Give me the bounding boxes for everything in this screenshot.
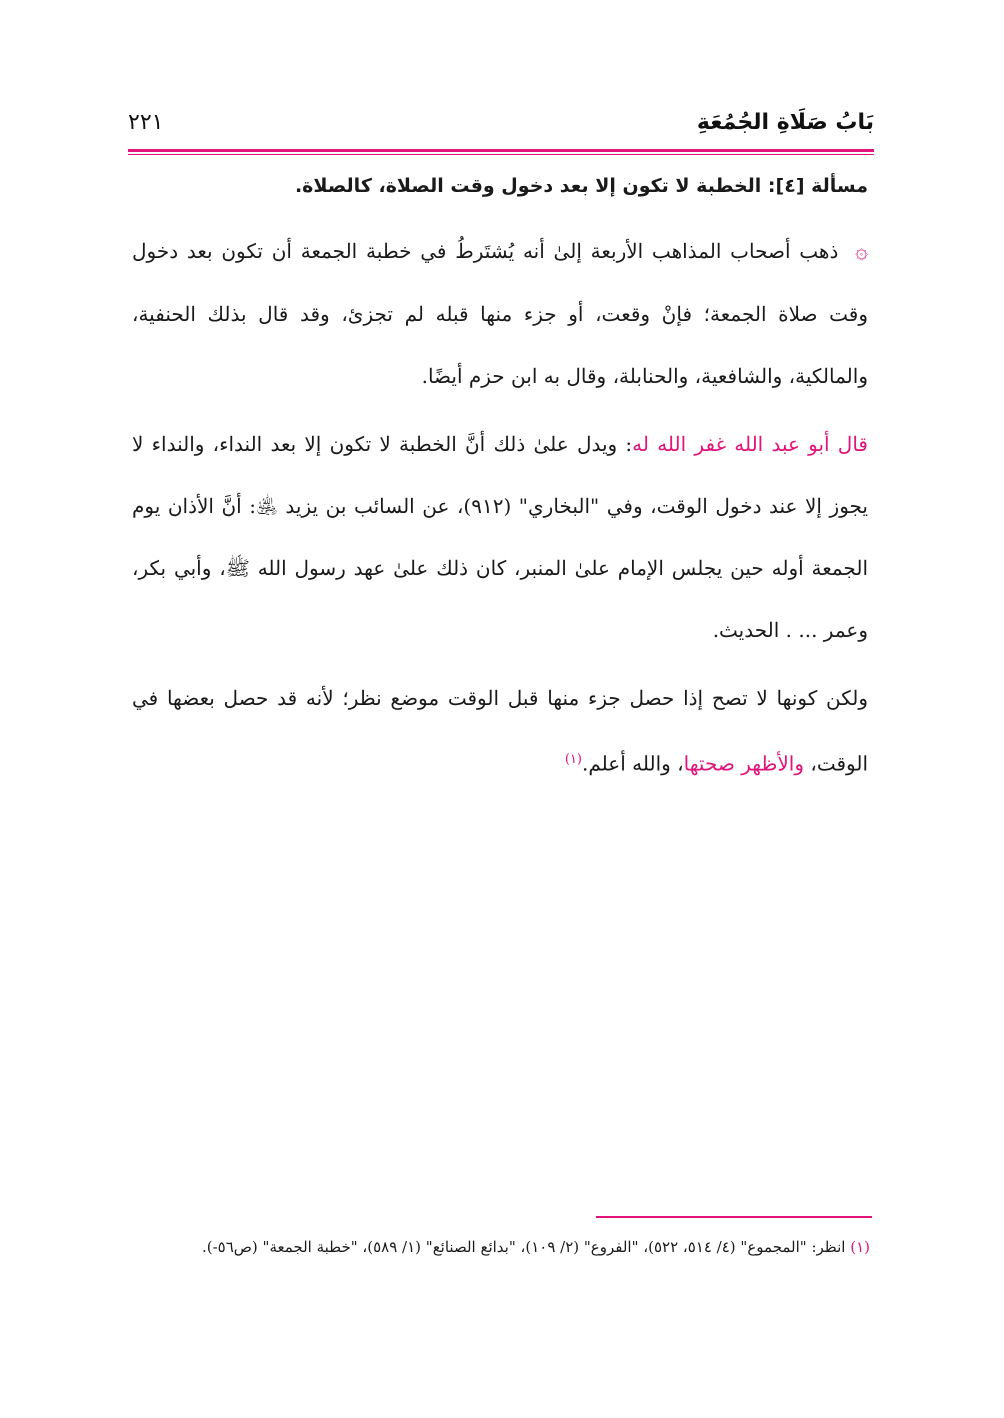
footnote-number: (١) — [850, 1238, 870, 1256]
chapter-title: بَابُ صَلَاةِ الجُمُعَةِ — [696, 110, 874, 135]
main-text — [132, 166, 868, 801]
footnote-separator — [596, 1216, 872, 1218]
page-number: ٢٢١ — [128, 110, 164, 135]
header-rule-thin — [128, 154, 874, 155]
issue-heading: مسألة [٤]: الخطبة لا تكون إلا بعد دخول وقت الصلاة، كالصلاة. — [294, 175, 868, 197]
paragraph-3-text-b: ، والله أعلم. — [582, 751, 684, 776]
running-header — [128, 104, 874, 150]
footnote-reference[interactable]: (١) — [564, 752, 582, 767]
paragraph-2-text: : ويدل علىٰ ذلك أنَّ الخطبة لا تكون إلا بعد النداء، والنداء لا يجوز إلا عند دخول الوقت، وفي "البخاري" (٩١٢)، عن السائب بن يزيد ﵁: أنَّ الأذان يوم الجمعة أوله حين يجلس الإمام علىٰ المنبر، كان ذلك علىٰ عهد رسول الله ﷺ، وأبي بكر، وعمر ... . الحديث. — [132, 432, 868, 642]
paragraph-1 — [132, 220, 868, 407]
paragraph-3-text-a: ولكن كونها لا تصح إذا حصل جزء منها قبل الوقت موضع نظر؛ لأنه قد حصل بعضها في الوقت، — [132, 686, 868, 776]
header-rule-thick — [128, 149, 874, 152]
paragraph-2 — [132, 413, 868, 661]
flower-ornament-icon: ۞ — [855, 239, 869, 264]
paragraph-3 — [132, 667, 868, 795]
footnote-1 — [134, 1232, 870, 1262]
footnote-text: انظر: "المجموع" (٤/ ٥١٤، ٥٢٢)، "الفروع" (٢/ ١٠٩)، "بدائع الصنائع" (١/ ٥٨٩)، "خطبة الجمعة" (ص٥٦-). — [201, 1238, 846, 1256]
paragraph-3-highlight: والأظهر صحتها — [683, 751, 804, 776]
paragraph-1-text: ذهب أصحاب المذاهب الأربعة إلىٰ أنه يُشتَرطُ في خطبة الجمعة أن تكون بعد دخول وقت صلاة الجمعة؛ فإنْ وقعت، أو جزء منها قبله لم تجزئ، وقد قال بذلك الحنفية، والمالكية، والشافعية، والحنابلة، وقال به ابن حزم أيضًا. — [132, 239, 868, 388]
author-attribution: قال أبو عبد الله غفر الله له — [632, 432, 868, 456]
